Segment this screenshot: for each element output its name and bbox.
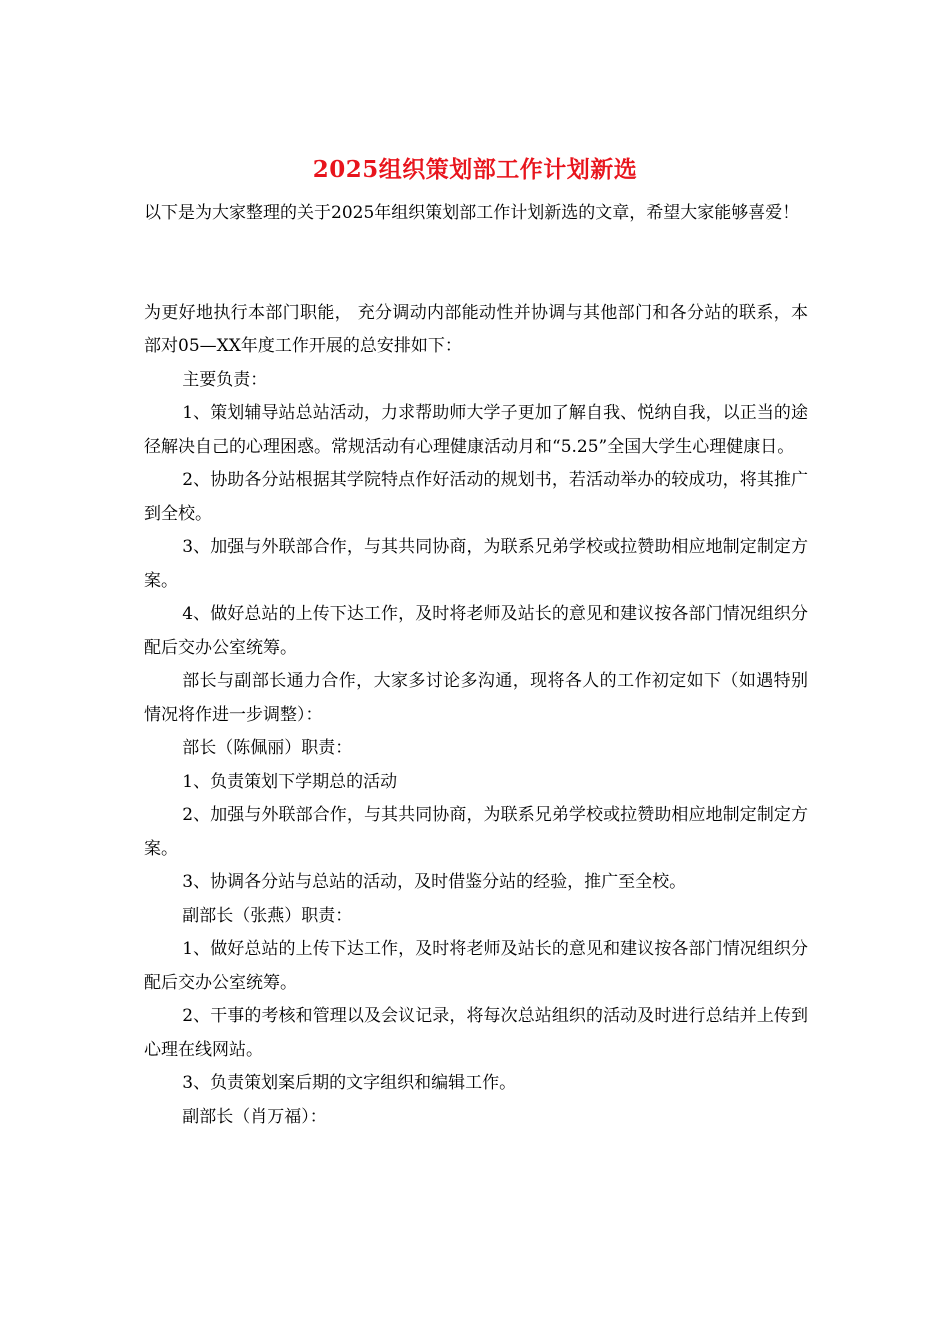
- paragraph-main-duties-heading: 主要负责：: [182, 369, 268, 390]
- paragraph-minister-heading: 部长（陈佩丽）职责：: [182, 738, 353, 758]
- paragraph-minister-duty-3: 3、协调各分站与总站的活动，及时借鉴分站的经验，推广至全校。: [182, 872, 687, 892]
- paragraph-duty-1: 1、策划辅导站总站活动，力求帮助师大学子更加了解自我、悦纳自我，以正当的途径解决自己的心理困惑。常规活动有心理健康活动月和“5.25”全国大学生心理健康日。: [144, 403, 808, 457]
- paragraph-duty-3: 3、加强与外联部合作，与其共同协商，为联系兄弟学校或拉赞助相应地制定制定方案。: [144, 537, 808, 591]
- paragraph-vice-minister-zhang-duty-2: 2、干事的考核和管理以及会议记录，将每次总站组织的活动及时进行总结并上传到心理在线网站。: [144, 1006, 808, 1060]
- paragraph-minister-duty-2: 2、加强与外联部合作，与其共同协商，为联系兄弟学校或拉赞助相应地制定制定方案。: [144, 805, 808, 859]
- paragraph-minister-duty-1: 1、负责策划下学期总的活动: [182, 771, 398, 792]
- paragraph-vice-minister-zhang-duty-1: 1、做好总站的上传下达工作，及时将老师及站长的意见和建议按各部门情况组织分配后交办公室统筹。: [144, 939, 808, 993]
- paragraph-gap: [144, 231, 808, 297]
- paragraph-duty-4: 4、做好总站的上传下达工作，及时将老师及站长的意见和建议按各部门情况组织分配后交办公室统筹。: [144, 604, 808, 658]
- paragraph-vice-minister-zhang-duty-3: 3、负责策划案后期的文字组织和编辑工作。: [182, 1073, 517, 1093]
- paragraph-duty-2: 2、协助各分站根据其学院特点作好活动的规划书，若活动举办的较成功，将其推广到全校。: [144, 470, 808, 524]
- intro-paragraph: 以下是为大家整理的关于2025年组织策划部工作计划新选的文章，希望大家能够喜爱！: [144, 203, 800, 223]
- paragraph-vice-minister-xiao-heading: 副部长（肖万福）：: [182, 1106, 327, 1127]
- paragraph-overview: 为更好地执行本部门职能， 充分调动内部能动性并协调与其他部门和各分站的联系，本部对05—XX年度工作开展的总安排如下：: [144, 302, 808, 356]
- paragraph-vice-minister-zhang-heading: 副部长（张燕）职责：: [182, 905, 353, 926]
- paragraph-cooperation: 部长与副部长通力合作，大家多讨论多沟通，现将各人的工作初定如下（如遇特别情况将作进一步调整）：: [144, 671, 808, 725]
- document-title: 2025组织策划部工作计划新选: [312, 156, 638, 183]
- document-body: [144, 197, 808, 1134]
